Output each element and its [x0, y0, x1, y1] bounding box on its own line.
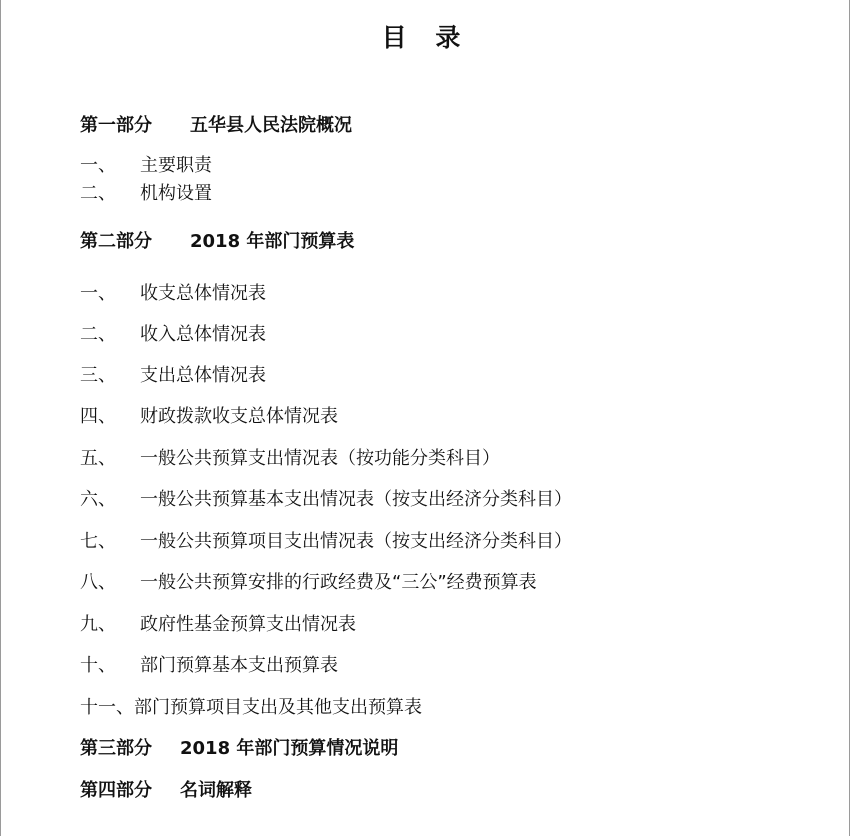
item-title: 收入总体情况表 — [140, 324, 266, 345]
item-number: 二、 — [80, 183, 116, 204]
toc-item — [80, 183, 212, 205]
item-title: 一般公共预算项目支出情况表（按支出经济分类科目） — [140, 531, 572, 552]
page-title: 目 录 — [381, 23, 471, 52]
item-number: 十一、 — [80, 697, 134, 718]
item-title: 一般公共预算基本支出情况表（按支出经济分类科目） — [140, 489, 572, 510]
item-number: 一、 — [80, 283, 116, 304]
part-title: 名词解释 — [180, 780, 252, 801]
toc-item — [80, 572, 537, 594]
item-number: 三、 — [80, 365, 116, 386]
toc-item — [80, 655, 338, 677]
toc-item — [80, 155, 212, 177]
toc-item — [80, 489, 572, 511]
item-title: 一般公共预算安排的行政经费及“三公”经费预算表 — [140, 572, 537, 593]
toc-item — [80, 614, 356, 636]
item-title: 政府性基金预算支出情况表 — [140, 614, 356, 635]
toc-item — [80, 324, 266, 346]
item-number: 六、 — [80, 489, 116, 510]
item-number: 一、 — [80, 155, 116, 176]
item-title: 部门预算基本支出预算表 — [140, 655, 338, 676]
item-number: 四、 — [80, 406, 116, 427]
item-title: 一般公共预算支出情况表（按功能分类科目） — [140, 448, 500, 469]
toc-item — [80, 531, 572, 553]
item-title: 财政拨款收支总体情况表 — [140, 406, 338, 427]
item-title: 主要职责 — [140, 155, 212, 176]
item-number: 十、 — [80, 655, 116, 676]
toc-item — [80, 283, 266, 305]
part-title: 五华县人民法院概况 — [190, 115, 352, 136]
part-title: 2018 年部门预算情况说明 — [180, 738, 399, 759]
toc-item — [80, 697, 422, 719]
item-number: 七、 — [80, 531, 116, 552]
item-title: 收支总体情况表 — [140, 283, 266, 304]
toc-part-1 — [80, 115, 352, 137]
toc-item — [80, 448, 500, 470]
part-title: 2018 年部门预算表 — [190, 231, 355, 252]
toc-part-3 — [80, 738, 398, 760]
item-number: 九、 — [80, 614, 116, 635]
toc-part-2 — [80, 231, 354, 253]
item-title: 机构设置 — [140, 183, 212, 204]
toc-item — [80, 365, 266, 387]
item-title: 部门预算项目支出及其他支出预算表 — [134, 697, 422, 718]
item-number: 八、 — [80, 572, 116, 593]
part-number: 第一部分 — [80, 115, 152, 136]
toc-part-4 — [80, 780, 252, 802]
part-number: 第三部分 — [80, 738, 152, 759]
part-number: 第二部分 — [80, 231, 152, 252]
part-number: 第四部分 — [80, 780, 152, 801]
item-title: 支出总体情况表 — [140, 365, 266, 386]
item-number: 二、 — [80, 324, 116, 345]
item-number: 五、 — [80, 448, 116, 469]
toc-item — [80, 406, 338, 428]
